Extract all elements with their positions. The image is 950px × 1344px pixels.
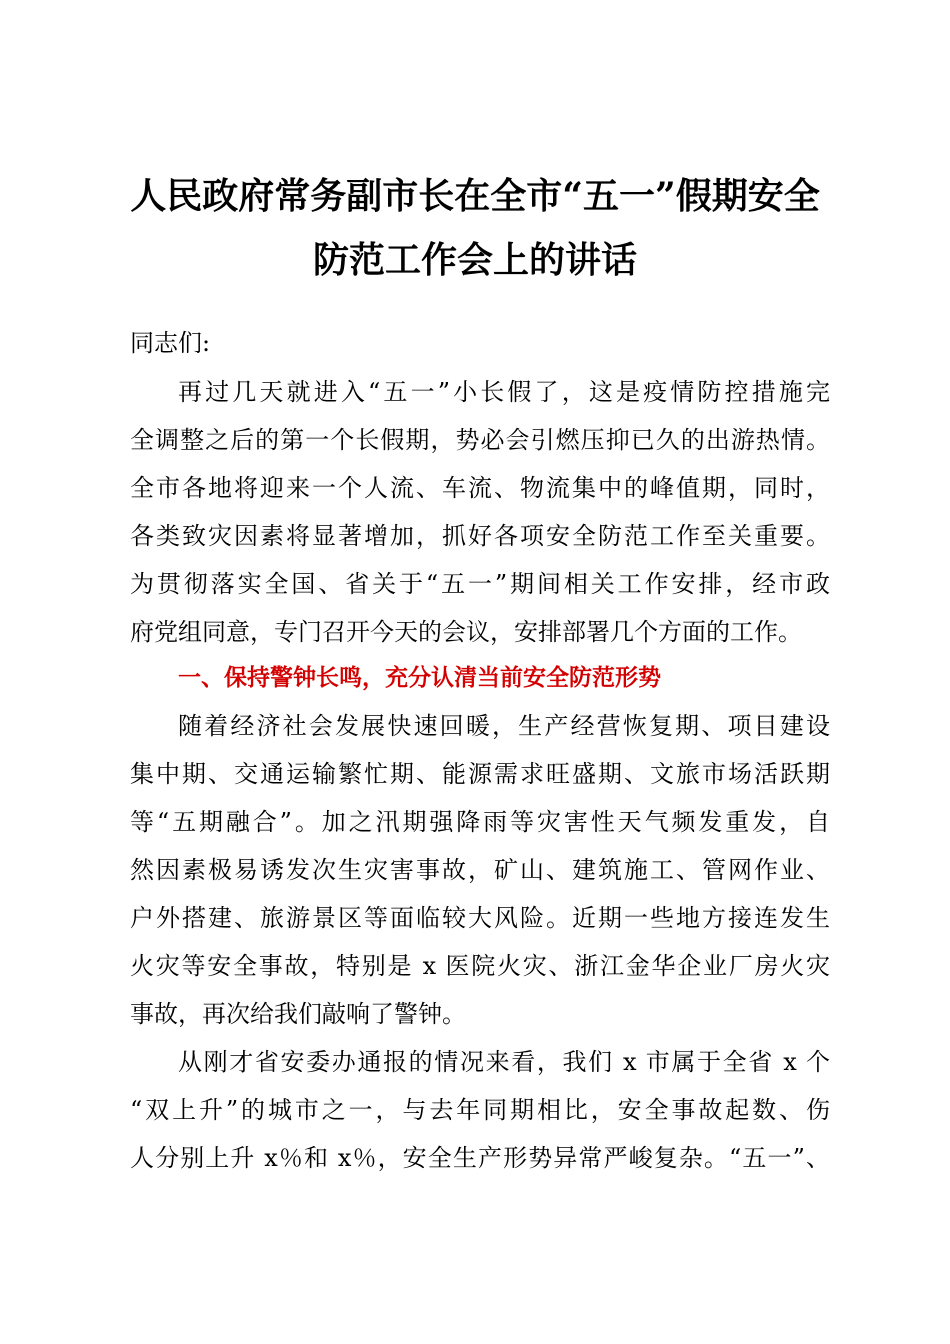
paragraph-2-line: 事故，再次给我们敲响了警钟。 <box>130 1000 466 1028</box>
paragraph-2-line: 火灾等安全事故，特别是 x 医院火灾、浙江金华企业厂房火灾 <box>130 952 830 980</box>
document-title-line-1: 人民政府常务副市长在全市“五一”假期安全 <box>130 175 820 217</box>
paragraph-2-line: 集中期、交通运输繁忙期、能源需求旺盛期、文旅市场活跃期 <box>130 760 830 788</box>
paragraph-2-line: 等“五期融合”。加之汛期强降雨等灾害性天气频发重发，自 <box>130 808 830 836</box>
paragraph-1-line: 全调整之后的第一个长假期，势必会引燃压抑已久的出游热情。 <box>130 426 830 454</box>
salutation: 同志们: <box>130 329 211 357</box>
paragraph-3-line: “双上升”的城市之一，与去年同期相比，安全事故起数、伤 <box>130 1096 830 1124</box>
paragraph-3-line: 人分别上升 x％和 x％，安全生产形势异常严峻复杂。“五一”、 <box>130 1144 830 1172</box>
paragraph-2-line: 户外搭建、旅游景区等面临较大风险。近期一些地方接连发生 <box>130 904 830 932</box>
paragraph-3-line: 从刚才省安委办通报的情况来看，我们 x 市属于全省 x 个 <box>178 1048 830 1076</box>
paragraph-2-line: 随着经济社会发展快速回暖，生产经营恢复期、项目建设 <box>178 712 830 740</box>
paragraph-1-line: 为贯彻落实全国、省关于“五一”期间相关工作安排，经市政 <box>130 570 830 598</box>
paragraph-1-line: 再过几天就进入“五一”小长假了，这是疫情防控措施完 <box>178 378 830 406</box>
section-1-heading: 一、保持警钟长鸣，充分认清当前安全防范形势 <box>178 665 661 691</box>
document-title-line-2: 防范工作会上的讲话 <box>312 239 637 281</box>
paragraph-1-line: 全市各地将迎来一个人流、车流、物流集中的峰值期，同时， <box>130 474 830 502</box>
paragraph-1-line: 各类致灾因素将显著增加，抓好各项安全防范工作至关重要。 <box>130 522 830 550</box>
paragraph-2-line: 然因素极易诱发次生灾害事故，矿山、建筑施工、管网作业、 <box>130 856 830 884</box>
paragraph-1-line: 府党组同意，专门召开今天的会议，安排部署几个方面的工作。 <box>130 618 802 646</box>
